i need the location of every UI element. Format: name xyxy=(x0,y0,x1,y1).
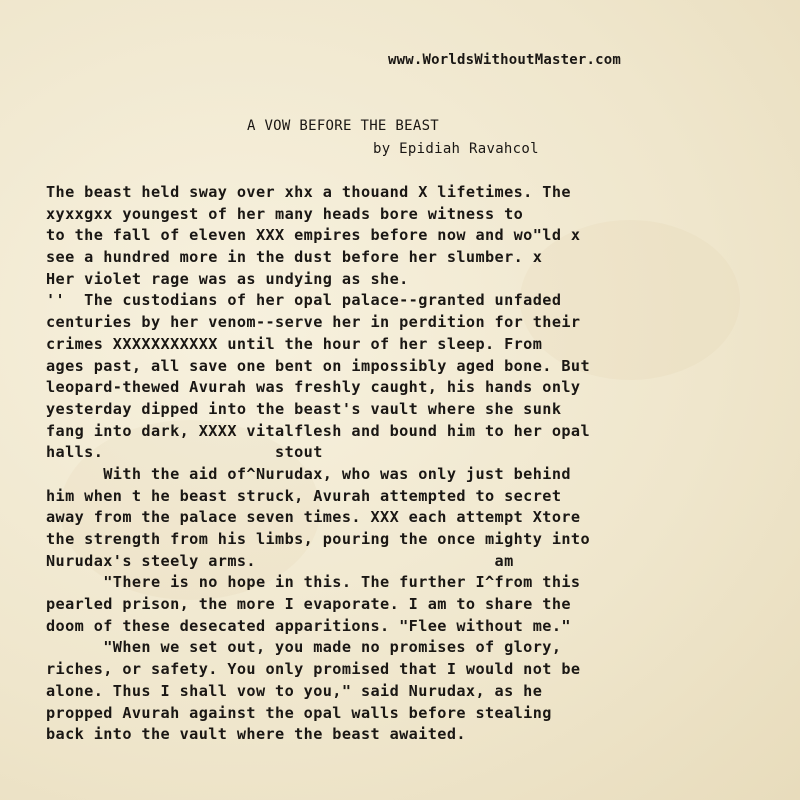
text-line: riches, or safety. You only promised that I would not be xyxy=(46,660,581,679)
text-line: to the fall of eleven XXX empires before now and wo"ld x xyxy=(46,226,581,245)
text-line: back into the vault where the beast awaited. xyxy=(46,725,466,744)
text-line: "When we set out, you made no promises of glory, xyxy=(46,638,562,657)
text-line: him when t he beast struck, Avurah attempted to secret xyxy=(46,486,562,505)
text-line: Nurudax's steely arms. am xyxy=(46,551,514,570)
text-line: centuries by her venom--serve her in perdition for their xyxy=(46,313,581,332)
text-line: away from the palace seven times. XXX each attempt Xtore xyxy=(46,508,581,527)
text-line: alone. Thus I shall vow to you," said Nurudax, as he xyxy=(46,681,543,700)
story-body xyxy=(46,182,746,746)
text-line: halls. stout xyxy=(46,443,323,462)
text-line: see a hundred more in the dust before her slumber. x xyxy=(46,248,543,267)
website-url[interactable]: www.WorldsWithoutMaster.com xyxy=(388,52,621,68)
text-line: ages past, all save one bent on impossibly aged bone. But xyxy=(46,356,590,375)
author-byline: by Epidiah Ravahcol xyxy=(373,141,539,157)
text-line: '' The custodians of her opal palace--granted unfaded xyxy=(46,291,562,310)
text-line: Her violet rage was as undying as she. xyxy=(46,269,409,288)
text-line: fang into dark, XXXX vitalflesh and bound him to her opal xyxy=(46,421,590,440)
text-line: "There is no hope in this. The further I^from this xyxy=(46,573,581,592)
text-line: the strength from his limbs, pouring the once mighty into xyxy=(46,530,590,548)
text-line: yesterday dipped into the beast's vault where she sunk xyxy=(46,399,562,418)
text-line: doom of these desecated apparitions. "Flee without me." xyxy=(46,616,571,635)
text-line: leopard-thewed Avurah was freshly caught, his hands only xyxy=(46,378,581,397)
text-line: xyxxgxx youngest of her many heads bore witness to xyxy=(46,204,524,223)
text-line: With the aid of^Nurudax, who was only just behind xyxy=(46,464,571,483)
text-line: crimes XXXXXXXXXXX until the hour of her sleep. From xyxy=(46,334,543,353)
text-line: propped Avurah against the opal walls before stealing xyxy=(46,703,552,722)
text-line: pearled prison, the more I evaporate. I am to share the xyxy=(46,595,571,614)
story-title: A VOW BEFORE THE BEAST xyxy=(247,118,440,134)
text-line: The beast held sway over xhx a thouand X lifetimes. The xyxy=(46,183,571,201)
